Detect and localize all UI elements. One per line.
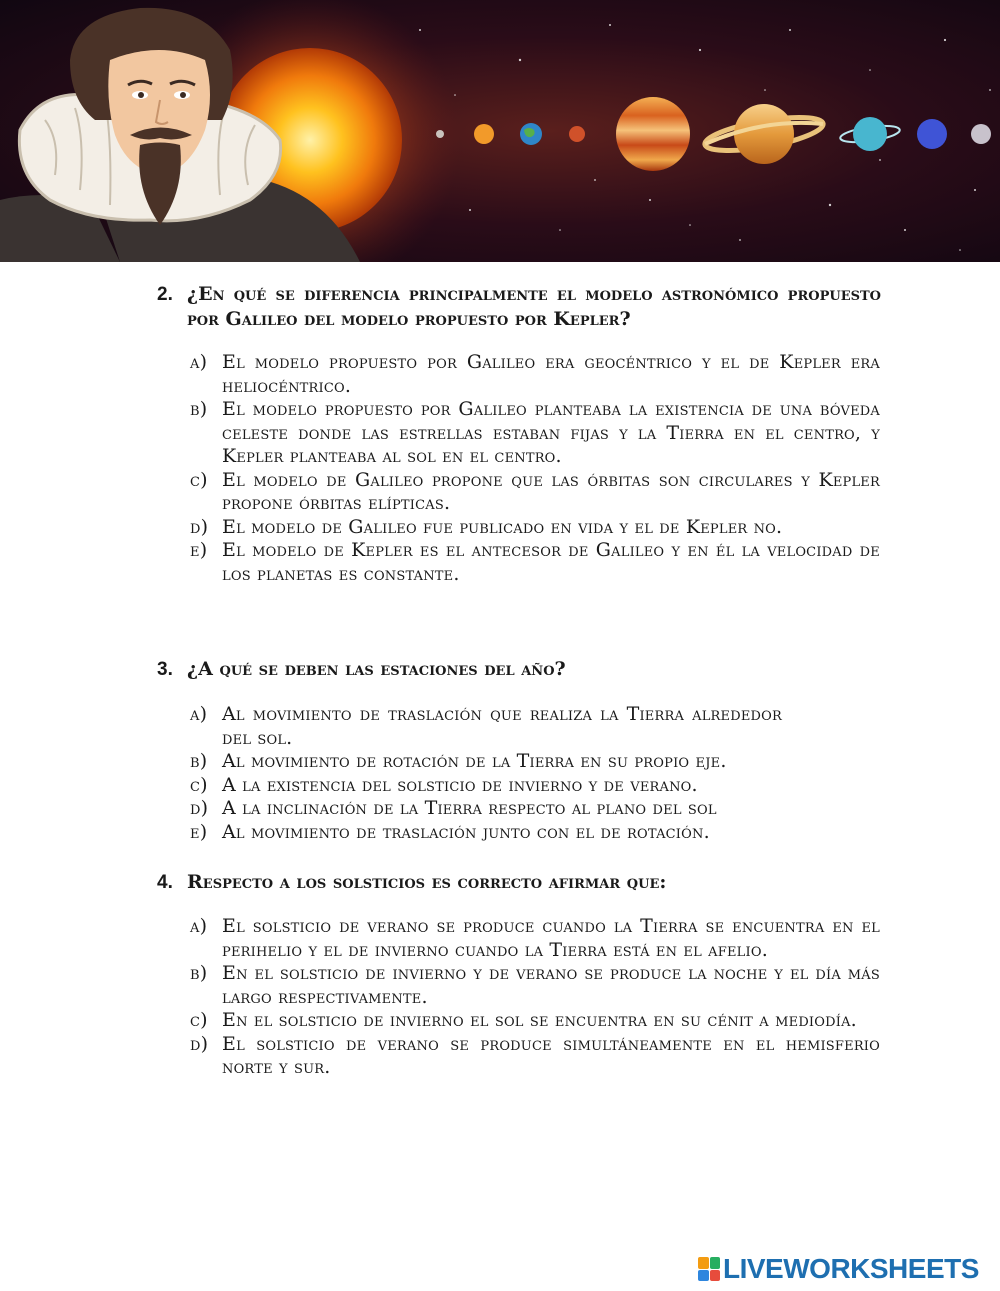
worksheet-content [0, 262, 1000, 1291]
option-b[interactable] [190, 398, 880, 469]
header-banner [0, 0, 1000, 262]
option-letter: d) [190, 515, 209, 538]
option-letter: d) [190, 797, 209, 819]
question-2-options [190, 351, 880, 586]
option-text: A la existencia del solsticio de invierno y de verano. [222, 773, 698, 796]
option-text: Al movimiento de traslación junto con el de rotación. [222, 820, 710, 843]
option-text: El solsticio de verano se produce cuando la Tierra se encuentra en el perihelio y el de invierno cuando la Tierra está en el afelio. [222, 915, 880, 961]
option-letter: c) [190, 773, 208, 796]
question-text: ¿A qué se deben las estaciones del año? [187, 658, 566, 680]
logo-text: LIVEWORKSHEETS [723, 1253, 979, 1284]
question-3 [157, 657, 881, 682]
question-4 [157, 870, 881, 895]
option-letter: c) [190, 1009, 208, 1031]
option-letter: a) [190, 915, 208, 937]
option-a[interactable] [190, 351, 880, 398]
question-text: Respecto a los solsticios es correcto afirmar que: [187, 871, 667, 893]
question-number: 3. [157, 659, 173, 680]
liveworksheets-logo-mark [698, 1257, 720, 1281]
option-text: Al movimiento de rotación de la Tierra en su propio eje. [222, 750, 727, 772]
option-letter: b) [190, 962, 208, 984]
option-text: El modelo propuesto por Galileo era geocéntrico y el de Kepler era heliocéntrico. [222, 351, 880, 397]
option-text: El modelo de Kepler es el antecesor de Galileo y en él la velocidad de los planetas es constante. [222, 539, 880, 585]
option-text: El solsticio de verano se produce simultáneamente en el hemisferio norte y sur. [222, 1032, 880, 1078]
option-letter: c) [190, 468, 208, 491]
option-text: En el solsticio de invierno el sol se encuentra en su cénit a mediodía. [222, 1009, 857, 1031]
option-a[interactable] [190, 915, 880, 962]
question-2 [157, 282, 881, 332]
option-letter: e) [190, 539, 208, 561]
option-d[interactable] [190, 1033, 880, 1080]
option-d[interactable] [190, 516, 880, 540]
option-e[interactable] [190, 821, 880, 845]
option-b[interactable] [190, 750, 880, 774]
question-text: ¿En qué se diferencia principalmente el modelo astronómico propuesto por Galileo del modelo propuesto por Kepler? [187, 283, 881, 330]
option-letter: a) [190, 703, 208, 725]
question-4-options [190, 915, 880, 1080]
option-text: A la inclinación de la Tierra respecto al plano del sol [222, 797, 717, 819]
liveworksheets-logo[interactable] [698, 1254, 979, 1284]
option-a[interactable] [190, 703, 782, 750]
question-3-options [190, 703, 880, 844]
option-letter: b) [190, 398, 208, 420]
option-text: El modelo propuesto por Galileo planteaba la existencia de una bóveda celeste donde las estrellas estaban fijas y la Tierra en el centro, y Kepler planteaba al sol en el centro. [222, 398, 880, 467]
option-letter: b) [190, 750, 208, 772]
option-letter: a) [190, 351, 208, 373]
option-c[interactable] [190, 774, 880, 798]
question-number: 2. [157, 284, 173, 305]
question-number: 4. [157, 872, 173, 893]
option-letter: d) [190, 1032, 209, 1055]
option-c[interactable] [190, 469, 880, 516]
option-text: El modelo de Galileo fue publicado en vida y el de Kepler no. [222, 515, 783, 538]
option-c[interactable] [190, 1009, 880, 1033]
option-text: En el solsticio de invierno y de verano se produce la noche y el día más largo respectivamente. [222, 962, 880, 1008]
option-text: Al movimiento de traslación que realiza la Tierra alrededor del sol. [222, 703, 782, 749]
option-d[interactable] [190, 797, 880, 821]
option-text: El modelo de Galileo propone que las órbitas son circulares y Kepler propone órbitas elípticas. [222, 468, 880, 514]
option-b[interactable] [190, 962, 880, 1009]
solar-system-illustration [0, 0, 1000, 262]
option-e[interactable] [190, 539, 880, 586]
option-letter: e) [190, 820, 208, 843]
